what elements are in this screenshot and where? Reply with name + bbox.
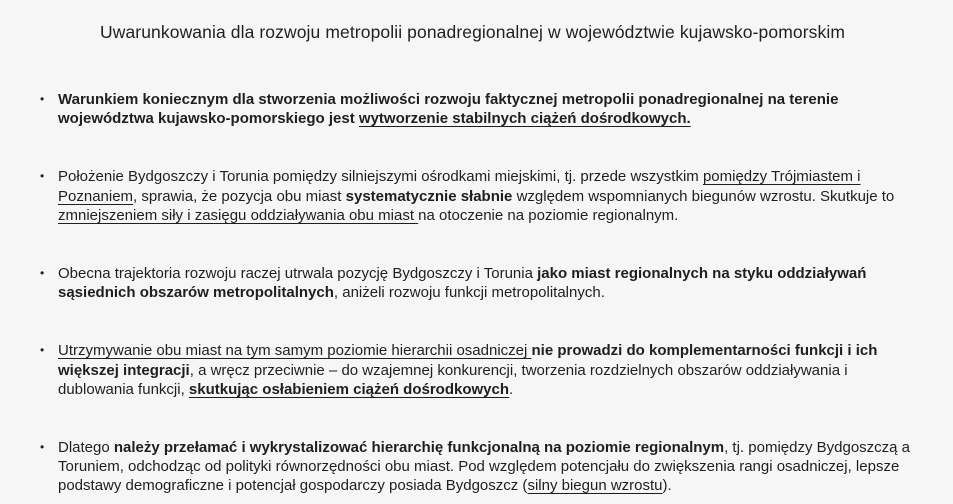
slide-title: Uwarunkowania dla rozwoju metropolii ponadregionalnej w województwie kujawsko-pomorskim [99, 22, 845, 42]
text-run: nie prowadzi do komplementarności funkcji i ich większej integracji [58, 342, 878, 379]
bullet-marker: • [40, 440, 45, 455]
text-run: Utrzymywanie obu miast na tym samym poziomie hierarchii osadniczej [58, 342, 532, 360]
text-run: , tj. pomiędzy Bydgoszczą a Toruniem, odchodząc od polityki równorzędności obu miast. Pod względem potencjału do zwiększenia rangi osadniczej, lepsze podstawy demograficzne i potencjał gospodarczy posiada Bydgoszcz ( [58, 439, 911, 495]
text-run: ). [662, 477, 672, 495]
text-run: jako miast regionalnych na styku oddziaływań sąsiednich obszarów metropolitalnych [58, 265, 867, 302]
list-item [40, 90, 923, 128]
text-run: Warunkiem koniecznym dla stworzenia możliwości rozwoju faktycznej metropolii ponadregionalnej na terenie województwa kujawsko-pomorskiego jest [58, 91, 839, 128]
text-run: , aniżeli rozwoju funkcji metropolitalnych. [333, 284, 605, 302]
text-run: silny biegun wzrostu [527, 477, 663, 495]
text-run: skutkując osłabieniem ciążeń dośrodkowych [188, 380, 510, 398]
text-run: , sprawia, że pozycja obu miast [133, 187, 346, 205]
text-run: na otoczenie na poziomie regionalnym. [418, 206, 679, 224]
bullet-text [58, 264, 923, 302]
bullet-text [58, 341, 923, 399]
text-run: Położenie Bydgoszczy i Torunia pomiędzy silniejszymi ośrodkami miejskimi, tj. przede wszystkim [58, 168, 703, 186]
text-run: wytworzenie stabilnych ciążeń dośrodkowych. [358, 110, 691, 128]
bullet-marker: • [40, 266, 45, 281]
text-run: , a wręcz przeciwnie – do wzajemnej konkurencji, tworzenia rozdzielnych obszarów oddziaływania i dublowania funkcji, [58, 361, 848, 398]
list-item [40, 264, 923, 302]
list-item [40, 341, 923, 399]
bullet-text [58, 90, 923, 128]
text-run: względem wspomnianych biegunów wzrostu. Skutkuje to [512, 187, 895, 205]
bullet-list [22, 90, 923, 496]
bullet-marker: • [40, 169, 45, 184]
list-item [40, 167, 923, 225]
text-run: Obecna trajektoria rozwoju raczej utrwala pozycję Bydgoszczy i Torunia [58, 265, 538, 283]
text-run: Dlatego [58, 439, 114, 457]
text-run: pomiędzy Trójmiastem i Poznaniem [58, 168, 861, 205]
bullet-marker: • [40, 92, 45, 106]
text-run: należy przełamać i wykrystalizować hierarchię funkcjonalną na poziomie regionalnym [113, 439, 725, 457]
text-run: . [509, 380, 514, 398]
text-run: zmniejszeniem siły i zasięgu oddziaływania obu miast [58, 206, 419, 224]
bullet-marker: • [40, 343, 45, 358]
text-run: systematycznie słabnie [345, 187, 513, 205]
list-item [40, 438, 923, 496]
bullet-text [58, 438, 923, 496]
bullet-text [58, 167, 923, 225]
